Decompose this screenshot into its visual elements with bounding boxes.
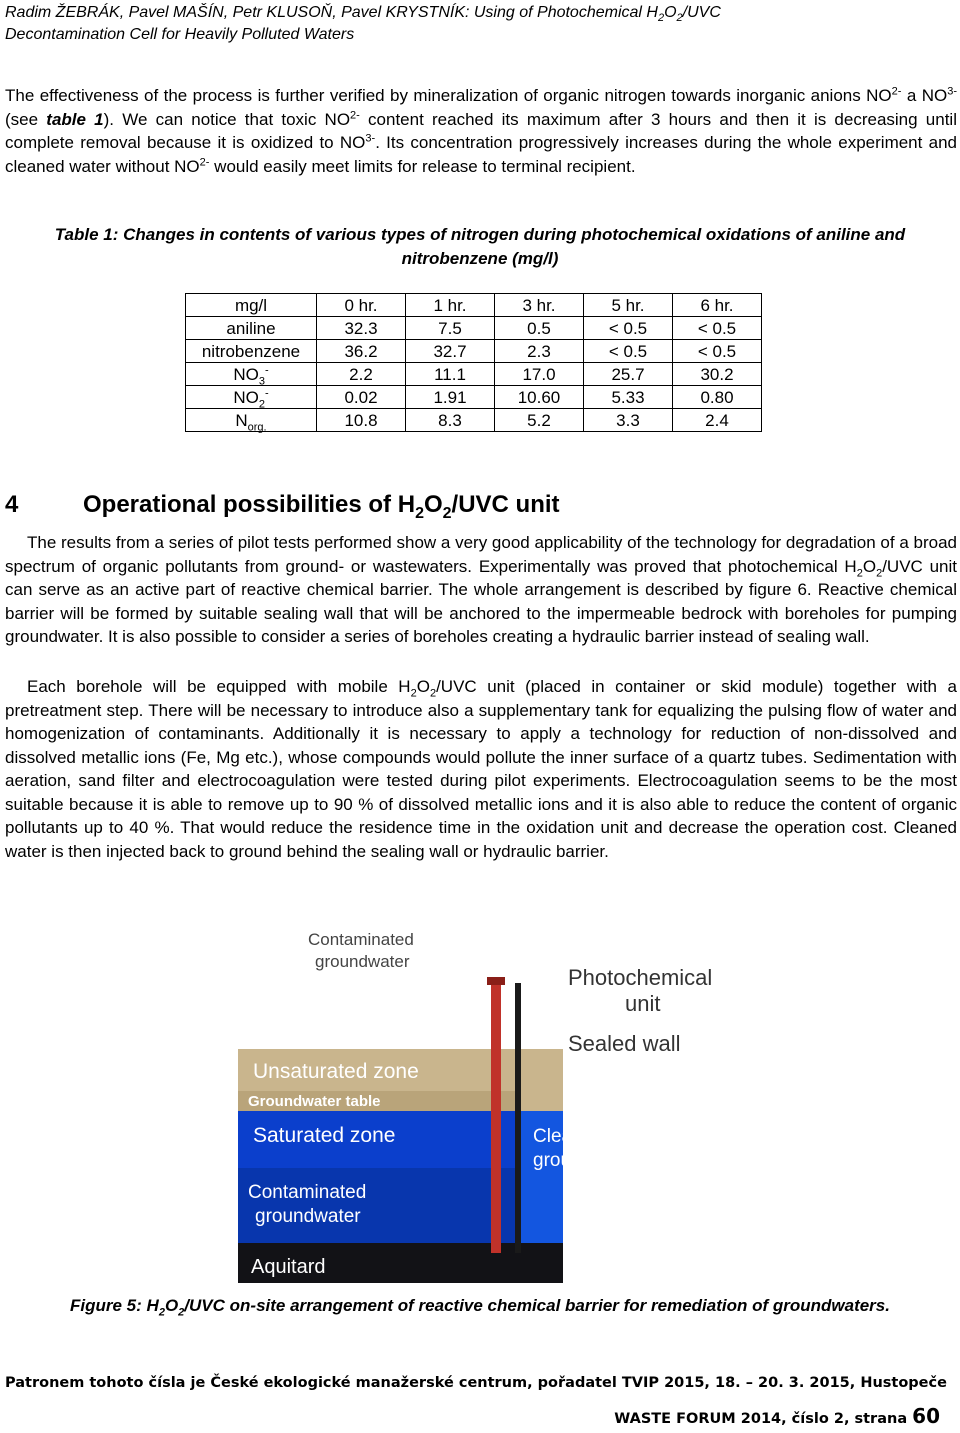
table-cell: < 0.5 (584, 340, 673, 363)
section-sub: 2 (415, 504, 424, 522)
text-run: O (862, 556, 877, 576)
table-header-cell: 6 hr. (673, 294, 762, 317)
caption-sub: 2 (158, 1306, 165, 1319)
table-cell: 32.3 (317, 317, 406, 340)
subscript: 2 (429, 687, 437, 700)
label-unsaturated: Unsaturated zone (253, 1060, 419, 1083)
text-run: /UVC unit can serve as an active part of reactive chemical barrier. The whole arrangement is described by figure 6. Reactive chemical barrier will be formed by suitable sealing wall that will be anchored to the impermeable bedrock with boreholes for pumping groundwater. It is also possible to consider a series of boreholes creating a hydraulic barrier instead of sealing wall. (5, 556, 957, 646)
label-unit: unit (625, 991, 661, 1016)
header-line-2: Decontamination Cell for Heavily Polluted Waters (5, 26, 355, 43)
unit-head (487, 977, 505, 985)
table-cell: 10.8 (317, 409, 406, 432)
row-label (186, 363, 317, 386)
table-cell: 2.4 (673, 409, 762, 432)
text-run: ). We can notice that toxic NO (103, 109, 351, 129)
row-label-sub: org. (247, 420, 267, 433)
row-label-text: aniline (226, 318, 276, 338)
table-cell: 5.33 (584, 386, 673, 409)
barrier-diagram (233, 923, 729, 1287)
header-text: /UVC (682, 4, 721, 21)
label-cleaned-2: groundwater (533, 1150, 639, 1171)
table-header-cell: mg/l (186, 294, 317, 317)
text-run: The results from a series of pilot tests performed show a very good applicability of the technology for degradation of a broad spectrum of organic pollutants from ground- or wastewaters. Experimentally was proved that photochemical H (5, 533, 957, 576)
row-label (186, 409, 317, 432)
table-header-row (186, 294, 762, 317)
borehole-pipe (491, 983, 501, 1253)
header-sub: 2 (657, 12, 665, 25)
label-photochemical: Photochemical (568, 965, 713, 990)
row-label (186, 386, 317, 409)
paragraph-borehole (5, 675, 957, 863)
row-label (186, 340, 317, 363)
nitrogen-table (185, 293, 762, 432)
label-saturated: Saturated zone (253, 1124, 396, 1147)
section-heading (5, 490, 560, 520)
section-title: /UVC unit (451, 491, 560, 518)
superscript: 3- (947, 85, 957, 98)
paragraph-nitrogen (5, 84, 957, 178)
row-label-sup: - (264, 386, 269, 399)
table-cell: 3.3 (584, 409, 673, 432)
text-run: content reached its maximum after 3 hours and then it is decreasing until complete removal because it is oxidized to NO (5, 109, 957, 152)
section-title: O (423, 491, 443, 518)
page-number: 60 (912, 1404, 940, 1428)
label-sealed-wall: Sealed wall (568, 1031, 681, 1056)
table-cell: 0.02 (317, 386, 406, 409)
row-label-text: nitrobenzene (201, 341, 301, 361)
row-label (186, 317, 317, 340)
label-aquitard: Aquitard (251, 1256, 326, 1278)
text-run: Each borehole will be equipped with mobile H (27, 677, 411, 696)
row-label-sup: - (264, 363, 269, 376)
table-cell: 32.7 (406, 340, 495, 363)
table-cell: 0.5 (495, 317, 584, 340)
table-cell: 1.91 (406, 386, 495, 409)
table-cell: 30.2 (673, 363, 762, 386)
text-run: /UVC unit (placed in container or skid module) together with a pretreatment step. There will be necessary to introduce also a supplementary tank for equalizing the pulsing flow of water and homogenization of contaminants. Additionally it is necessary to apply a technology for reduction of non-dissolved and dissolved metallic ions (Fe, Mg etc.), whose compounds would pollute the inner surface of a quartz tubes. Sedimentation with aeration, sand filter and electrocoagulation were tested during pilot experiments. Electrocoagulation seems to be the most suitable because it is able to remove up to 90 % of dissolved metallic ions and it is also able to reduce the content of organic pollutants up to 40 %. That would reduce the residence time in the oxidation unit and decrease the operation cost. Cleaned water is then injected back to ground behind the sealing wall or hydraulic barrier. (5, 677, 957, 861)
table-header-cell: 3 hr. (495, 294, 584, 317)
superscript: 2- (891, 85, 902, 98)
footer-patron: Patronem tohoto čísla je České ekologické manažerské centrum, pořadatel TVIP 2015, 18. – 20. 3. 2015, Hustopeče (5, 1375, 947, 1391)
table-row (186, 317, 762, 340)
table-row (186, 386, 762, 409)
caption-text: /UVC on-site arrangement of reactive chemical barrier for remediation of groundwaters. (184, 1296, 890, 1315)
table-row (186, 340, 762, 363)
superscript: 3- (365, 132, 376, 145)
footer-journal (614, 1404, 940, 1428)
superscript: 2- (199, 155, 210, 168)
text-run: a NO (901, 86, 948, 105)
label-contaminated-low-2: groundwater (255, 1206, 361, 1227)
row-label-text: NO (233, 387, 259, 407)
table-caption: Table 1: Changes in contents of various types of nitrogen during photochemical oxidations of aniline and nitrobenzene (mg/l) (54, 225, 906, 268)
table-cell: 0.80 (673, 386, 762, 409)
text-run: would easily meet limits for release to terminal recipient. (209, 156, 636, 176)
sealed-wall (515, 983, 521, 1253)
paragraph-results (5, 531, 957, 649)
table-row (186, 363, 762, 386)
table-cell: 2.2 (317, 363, 406, 386)
section-title: Operational possibilities of H (83, 491, 416, 518)
table-cell: 10.60 (495, 386, 584, 409)
table-cell: 11.1 (406, 363, 495, 386)
label-gw-table: Groundwater table (248, 1093, 381, 1110)
figure-barrier (233, 923, 729, 1287)
label-contaminated-gw-1: Contaminated (308, 930, 414, 949)
label-contaminated-low-1: Contaminated (248, 1182, 367, 1203)
caption-text: O (164, 1296, 179, 1315)
table-cell: 8.3 (406, 409, 495, 432)
table-cell: < 0.5 (673, 340, 762, 363)
section-number: 4 (5, 491, 19, 518)
header-text: O (664, 4, 677, 21)
table-row (186, 409, 762, 432)
header-sub: 2 (676, 12, 683, 25)
table-header-cell: 0 hr. (317, 294, 406, 317)
text-run: The effectiveness of the process is further verified by mineralization of organic nitrogen towards inorganic anions NO (5, 86, 892, 105)
subscript: 2 (410, 687, 417, 700)
header-line-1 (5, 2, 721, 24)
running-header (5, 2, 721, 46)
table-cell: 17.0 (495, 363, 584, 386)
text-run: (see (5, 109, 47, 129)
row-label-sub: 3 (258, 374, 265, 387)
table-reference: table 1 (46, 109, 104, 129)
journal-text: WASTE FORUM 2014, číslo 2, strana (614, 1411, 913, 1427)
table-cell: < 0.5 (673, 317, 762, 340)
table-cell: 5.2 (495, 409, 584, 432)
table-cell: 25.7 (584, 363, 673, 386)
row-label-sub: 2 (258, 397, 265, 410)
table-cell: 2.3 (495, 340, 584, 363)
table-header-cell: 1 hr. (406, 294, 495, 317)
caption-text: Figure 5: H (70, 1296, 159, 1315)
caption-sub: 2 (178, 1306, 185, 1319)
subscript: 2 (876, 566, 883, 579)
figure-caption (15, 1294, 945, 1318)
table-cell: 36.2 (317, 340, 406, 363)
subscript: 2 (856, 566, 863, 579)
table-cell: < 0.5 (584, 317, 673, 340)
header-text: Radim ŽEBRÁK, Pavel MAŠÍN, Petr KLUSOŇ, Pavel KRYSTNÍK: Using of Photochemical H (5, 4, 658, 21)
superscript: 2- (350, 108, 360, 121)
text-run: O (416, 677, 430, 696)
row-label-text: NO (233, 364, 259, 384)
text-run: . Its concentration progressively increases during the whole experiment and cleaned water without NO (5, 133, 957, 176)
table-header-cell: 5 hr. (584, 294, 673, 317)
label-contaminated-gw-2: groundwater (315, 952, 410, 971)
table-cell: 7.5 (406, 317, 495, 340)
row-label-text: N (235, 410, 248, 430)
label-cleaned-1: Cleaned (533, 1126, 604, 1147)
section-sub: 2 (442, 504, 452, 522)
